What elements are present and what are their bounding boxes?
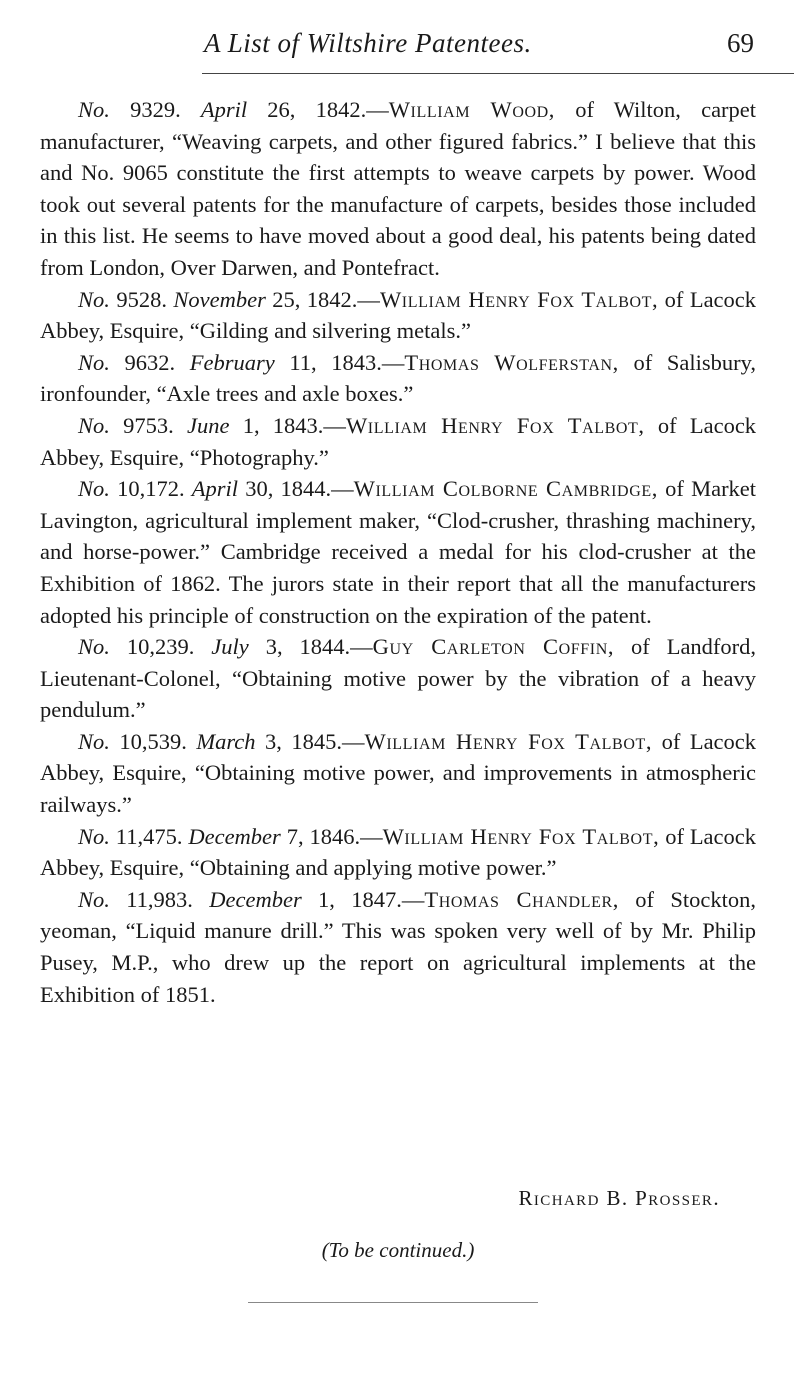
to-be-continued-note: (To be continued.)	[321, 1238, 475, 1262]
page-number: 69	[727, 28, 754, 58]
patentee-name: William Colborne Cambridge,	[353, 476, 658, 502]
patent-list	[40, 94, 756, 1010]
entry-no-label: No.	[78, 349, 110, 375]
entry-number: 10,539.	[119, 728, 187, 754]
entry-date-rest: 26, 1842.—	[267, 97, 389, 122]
patentee-name: William Henry Fox Talbot,	[364, 728, 653, 754]
entry-date-month: December	[188, 823, 281, 849]
running-title: A List of Wiltshire Patentees.	[204, 28, 532, 58]
patent-entry-9329	[40, 94, 756, 284]
running-header	[40, 28, 756, 68]
patent-entry-10172	[40, 473, 756, 631]
end-rule	[248, 1302, 538, 1303]
patent-entry-9753	[40, 410, 756, 473]
entry-text: of Landford, Lieutenant-Colonel, “Obtaining motive power by the vibration of a heavy pendulum.”	[40, 634, 757, 723]
entry-date-rest: 7, 1846.—	[286, 823, 383, 849]
patent-entry-11983	[40, 884, 756, 1010]
entry-number: 10,172.	[117, 476, 185, 502]
entry-date-rest: 25, 1842.—	[272, 286, 380, 312]
entry-number: 9329.	[130, 97, 181, 122]
entry-text: of Stockton, yeoman, “Liquid manure drill.” This was spoken very well of by Mr. Philip Pusey, M.P., who drew up the report on agricultural implements at the Exhibition of 1851.	[40, 886, 756, 1007]
entry-text: of Lacock Abbey, Esquire, “Obtaining motive power, and improvements in atmospheric railways.”	[40, 728, 757, 818]
patentee-name: Thomas Chandler,	[424, 886, 619, 912]
entry-no-label: No.	[78, 476, 110, 502]
entry-number: 10,239.	[126, 634, 195, 660]
entry-no-label: No.	[78, 97, 110, 122]
entry-text: of Wilton, carpet manufacturer, “Weaving carpets, and other figured fabrics.” I believe that this and No. 9065 constitute the first attempts to weave carpets by power. Wood took out several patents for the manufacture of carpets, besides those included in this list. He seems to have moved about a good deal, his patents being dated from London, Over Darwen, and Pontefract.	[40, 97, 757, 280]
patent-entry-11475	[40, 821, 756, 884]
entry-number: 9632.	[124, 349, 176, 375]
entry-date-month: November	[173, 286, 266, 312]
entry-date-rest: 1, 1847.—	[318, 886, 425, 912]
entry-text: of Lacock Abbey, Esquire, “Gilding and silvering metals.”	[40, 286, 757, 344]
patentee-name: William Henry Fox Talbot,	[379, 286, 659, 312]
entry-number: 11,475.	[115, 823, 183, 849]
entry-no-label: No.	[78, 728, 110, 754]
entry-date-rest: 1, 1843.—	[242, 412, 346, 438]
entry-date-month: July	[211, 634, 249, 660]
entry-date-month: March	[196, 728, 256, 754]
entry-text: of Lacock Abbey, Esquire, “Photography.”	[40, 412, 757, 470]
entry-text: of Market Lavington, agricultural implement maker, “Clod-crusher, thrashing machinery, and horse-power.” Cambridge received a medal for his clod-crusher at the Exhibition of 1862. The jurors state in their report that all the manufacturers adopted his principle of construction on the expiration of the patent.	[40, 476, 757, 628]
patent-entry-9528	[40, 284, 756, 347]
patentee-name: Guy Carleton Coffin,	[372, 634, 615, 660]
entry-no-label: No.	[78, 634, 110, 660]
patentee-name: William Henry Fox Talbot,	[382, 823, 660, 849]
patent-entry-10239	[40, 631, 756, 726]
patentee-name: William Henry Fox Talbot,	[345, 412, 645, 438]
author-signature: Richard B. Prosser.	[518, 1186, 720, 1210]
entry-date-month: April	[200, 97, 248, 122]
entry-no-label: No.	[78, 823, 110, 849]
patentee-name: Thomas Wolferstan,	[404, 349, 619, 375]
entry-date-rest: 30, 1844.—	[245, 476, 354, 502]
patent-entry-10539	[40, 726, 756, 821]
entry-date-month: December	[209, 886, 302, 912]
entry-date-rest: 3, 1845.—	[265, 728, 365, 754]
entry-no-label: No.	[78, 886, 110, 912]
entry-text: of Salisbury, ironfounder, “Axle trees and axle boxes.”	[40, 349, 757, 407]
entry-no-label: No.	[78, 412, 110, 438]
entry-date-month: April	[191, 476, 239, 502]
entry-text: of Lacock Abbey, Esquire, “Obtaining and applying motive power.”	[40, 823, 757, 881]
document-page	[40, 0, 756, 1376]
entry-date-rest: 11, 1843.—	[289, 349, 405, 375]
entry-no-label: No.	[78, 286, 110, 312]
header-rule	[202, 73, 794, 74]
entry-number: 9528.	[116, 286, 167, 312]
entry-date-month: February	[189, 349, 275, 375]
entry-date-month: June	[186, 412, 230, 438]
patentee-name: William Wood,	[388, 97, 556, 122]
entry-number: 9753.	[123, 412, 174, 438]
patent-entry-9632	[40, 347, 756, 410]
entry-date-rest: 3, 1844.—	[265, 634, 373, 660]
entry-number: 11,983.	[126, 886, 193, 912]
